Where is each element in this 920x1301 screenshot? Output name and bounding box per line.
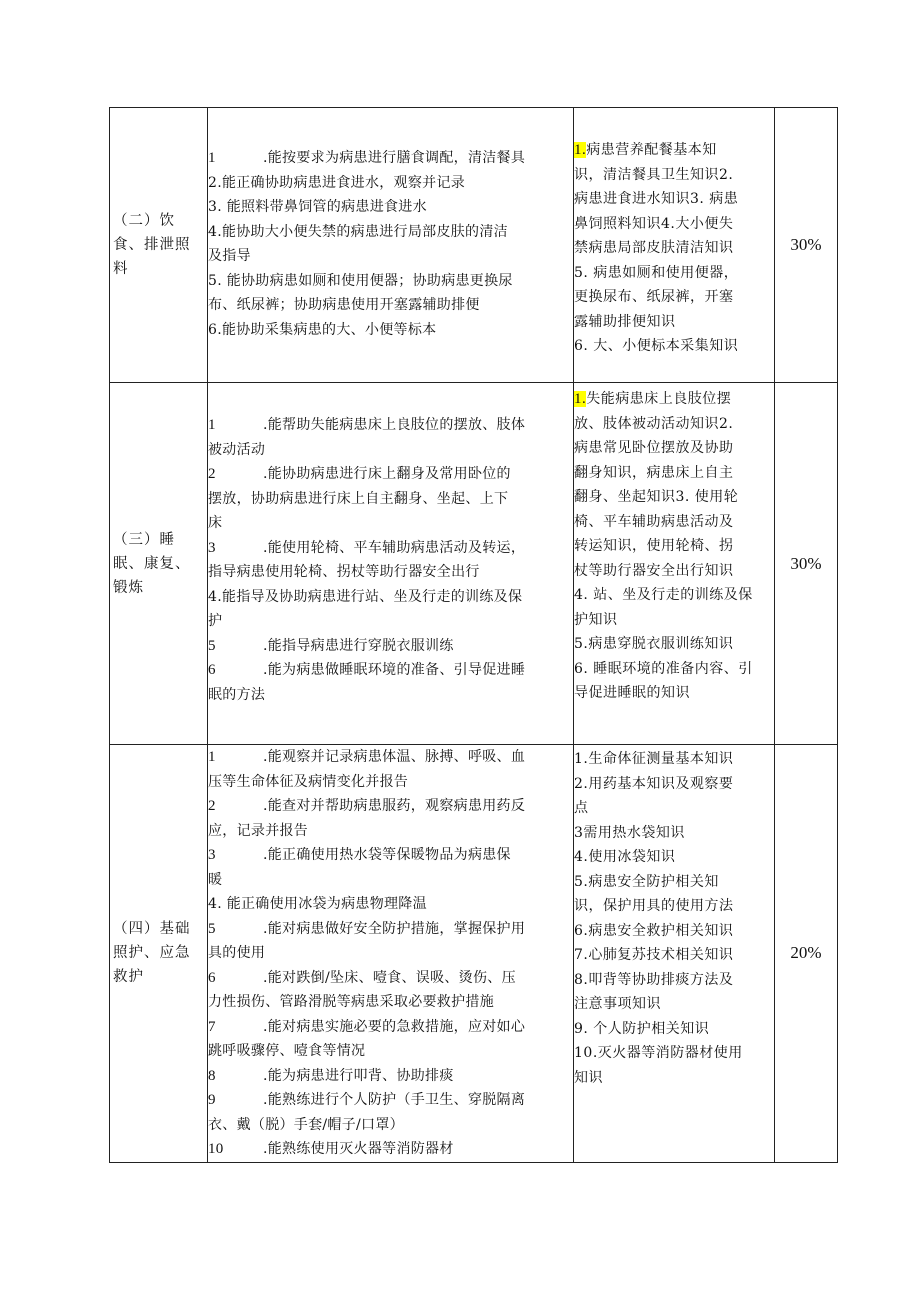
knowledge-text: 5.病患穿脱衣服训练知识 [574, 636, 734, 652]
knowledge-line [574, 310, 774, 335]
knowledge-line [574, 236, 774, 261]
skill-text: .能熟练使用灭火器等消防器材 [263, 1141, 454, 1157]
skill-text: 及指导 [208, 248, 251, 264]
skill-number: 8 [208, 1067, 216, 1084]
skill-line [208, 220, 573, 245]
weight-percent: 30% [775, 108, 838, 383]
knowledge-text: 6. 睡眠环境的准备内容、引 [574, 660, 753, 677]
knowledge-text: 转运知识，使用轮椅、拐 [574, 538, 734, 554]
knowledge-text: 杖等助行器安全出行知识 [574, 562, 734, 579]
table-row [110, 108, 838, 383]
skill-text: 暖 [208, 871, 223, 888]
category-line: （四）基础 [113, 921, 191, 938]
skill-text: .能按要求为病患进行膳食调配，清洁餐具 [263, 150, 526, 166]
skill-text: .能为病患做睡眠环境的准备、引导促进睡 [263, 662, 526, 678]
knowledge-line [574, 187, 774, 212]
skill-line [208, 487, 573, 512]
skill-text: .能指导病患进行穿脱衣服训练 [263, 637, 454, 654]
knowledge-cell [574, 383, 775, 745]
skill-number: 1 [208, 150, 216, 166]
knowledge-text: 病患进食进水知识3. 病患 [574, 191, 739, 207]
skill-line [208, 990, 573, 1015]
category-line: 锻炼 [113, 579, 144, 596]
knowledge-text: 病患营养配餐基本知 [586, 142, 717, 158]
knowledge-line [574, 436, 774, 461]
table-row [110, 745, 838, 1163]
knowledge-text: 注意事项知识 [574, 996, 661, 1012]
knowledge-line [574, 412, 774, 437]
skill-line [208, 1137, 573, 1162]
knowledge-text: 椅、平车辅助病患活动及 [574, 513, 734, 530]
table-row [110, 383, 838, 745]
knowledge-text: 护知识 [574, 611, 618, 628]
category-cell [110, 383, 208, 745]
skill-line [208, 794, 573, 819]
skill-line [208, 1039, 573, 1064]
knowledge-text: 导促进睡眠的知识 [574, 685, 690, 701]
skill-line [208, 1064, 573, 1089]
skill-text: 4.能协助大小便失禁的病患进行局部皮肤的清洁 [208, 223, 508, 240]
table-body [110, 108, 838, 1163]
knowledge-text: 9. 个人防护相关知识 [574, 1020, 710, 1037]
skill-text: .能使用轮椅、平车辅助病患活动及转运， [263, 539, 526, 556]
skill-line [208, 1088, 573, 1113]
knowledge-line [574, 387, 774, 412]
skill-line [208, 609, 573, 634]
skill-text: 眠的方法 [208, 686, 266, 703]
skill-line [208, 244, 573, 269]
skill-line [208, 585, 573, 610]
knowledge-text: 4.使用冰袋知识 [574, 849, 676, 865]
knowledge-line [574, 894, 774, 919]
skill-text: 3. 能照料带鼻饲管的病患进食进水 [208, 199, 427, 215]
category-line: 照护、应急 [113, 945, 191, 962]
knowledge-text: 2.用药基本知识及观察要 [574, 775, 734, 792]
skill-text: 力性损伤、管路滑脱等病患采取必要救护措施 [208, 994, 494, 1010]
skill-text: 指导病患使用轮椅、拐杖等助行器安全出行 [208, 564, 480, 580]
category-cell [110, 108, 208, 383]
skill-line [208, 511, 573, 536]
competency-table [109, 107, 838, 1163]
skill-text: 4.能指导及协助病患进行站、坐及行走的训练及保 [208, 588, 523, 605]
knowledge-line [574, 1041, 774, 1066]
knowledge-text: 放、肢体被动活动知识2. [574, 415, 734, 432]
skill-text: .能对病患实施必要的急救措施，应对如心 [263, 1018, 526, 1035]
skill-text: 4. 能正确使用冰袋为病患物理降温 [208, 896, 427, 912]
knowledge-line [574, 968, 774, 993]
knowledge-line [574, 261, 774, 286]
knowledge-text: 病患常见卧位摆放及协助 [574, 440, 734, 456]
knowledge-line [574, 1017, 774, 1042]
knowledge-text: 3需用热水袋知识 [574, 824, 685, 841]
knowledge-line [574, 583, 774, 608]
knowledge-line [574, 992, 774, 1017]
skill-text: .能为病患进行叩背、协助排痰 [263, 1067, 454, 1084]
skill-text: 衣、戴（脱）手套/帽子/口罩） [208, 1116, 404, 1133]
skill-line [208, 770, 573, 795]
skills-cell [208, 745, 574, 1163]
weight-percent: 20% [775, 745, 838, 1163]
category-line: 食、排泄照 [113, 237, 191, 253]
knowledge-text: 识，保护用具的使用方法 [574, 898, 734, 914]
skill-line [208, 560, 573, 585]
knowledge-line [574, 796, 774, 821]
skill-number: 1 [208, 417, 216, 433]
skill-text: .能查对并帮助病患服药，观察病患用药反 [263, 798, 526, 814]
skill-text: 应，记录并报告 [208, 822, 309, 839]
skill-text: 5. 能协助病患如厕和使用便器；协助病患更换尿 [208, 272, 513, 289]
skill-line [208, 892, 573, 917]
skill-number: 2 [208, 798, 216, 814]
knowledge-line [574, 681, 774, 706]
knowledge-line [574, 747, 774, 772]
skill-text: 6.能协助采集病患的大、小便等标本 [208, 321, 437, 338]
skill-text: 护 [208, 613, 223, 629]
knowledge-text: 知识 [574, 1069, 603, 1086]
skill-line [208, 634, 573, 659]
knowledge-text: 识，清洁餐具卫生知识2. [574, 166, 734, 183]
skill-line [208, 269, 573, 294]
knowledge-text: 翻身、坐起知识3. 使用轮 [574, 489, 739, 505]
skill-line [208, 413, 573, 438]
skill-line [208, 683, 573, 708]
knowledge-line [574, 534, 774, 559]
skill-line [208, 171, 573, 196]
highlighted-number: 1. [574, 391, 587, 407]
skill-text: 布、纸尿裤；协助病患使用开塞露辅助排便 [208, 297, 480, 313]
skill-number: 6 [208, 969, 216, 986]
knowledge-line [574, 334, 774, 359]
skill-line [208, 438, 573, 463]
skill-line [208, 658, 573, 683]
skill-number: 6 [208, 662, 216, 678]
skill-text: 2.能正确协助病患进食进水，观察并记录 [208, 174, 466, 191]
knowledge-line [574, 1066, 774, 1091]
skill-text: .能对病患做好安全防护措施，掌握保护用 [263, 920, 526, 937]
skill-line [208, 745, 573, 770]
knowledge-line [574, 461, 774, 486]
skill-text: .能正确使用热水袋等保暖物品为病患保 [263, 847, 511, 863]
knowledge-line [574, 943, 774, 968]
highlighted-number: 1. [574, 142, 587, 158]
skill-line [208, 941, 573, 966]
category-line: 料 [113, 261, 129, 277]
skill-line [208, 1015, 573, 1040]
skill-text: 床 [208, 515, 223, 531]
skill-text: .能观察并记录病患体温、脉搏、呼吸、血 [263, 749, 526, 765]
knowledge-text: 6. 大、小便标本采集知识 [574, 338, 739, 354]
knowledge-line [574, 163, 774, 188]
knowledge-text: 6.病患安全救护相关知识 [574, 922, 734, 939]
skill-number: 9 [208, 1092, 216, 1108]
skill-number: 1 [208, 749, 216, 765]
knowledge-line [574, 285, 774, 310]
skill-number: 5 [208, 637, 216, 654]
skill-line [208, 868, 573, 893]
skill-line [208, 966, 573, 991]
skill-text: 摆放，协助病患进行床上自主翻身、坐起、上下 [208, 490, 509, 507]
skill-line [208, 195, 573, 220]
knowledge-text: 5. 病患如厕和使用便器， [574, 264, 739, 281]
skills-cell [208, 383, 574, 745]
knowledge-cell [574, 745, 775, 1163]
category-line: （三）睡 [113, 531, 175, 548]
skill-text: 跳呼吸骤停、噎食等情况 [208, 1043, 366, 1059]
skill-line [208, 536, 573, 561]
skill-text: .能对跌倒/坠床、噎食、误吸、烫伤、压 [263, 969, 516, 986]
knowledge-text: 更换尿布、纸尿裤，开塞 [574, 289, 734, 305]
knowledge-line [574, 919, 774, 944]
knowledge-line [574, 485, 774, 510]
knowledge-line [574, 845, 774, 870]
skill-number: 5 [208, 920, 216, 937]
skill-number: 3 [208, 847, 216, 863]
knowledge-text: 禁病患局部皮肤清洁知识 [574, 240, 734, 256]
knowledge-line [574, 772, 774, 797]
knowledge-cell [574, 108, 775, 383]
knowledge-text: 1.生命体征测量基本知识 [574, 751, 734, 767]
knowledge-line [574, 559, 774, 584]
knowledge-text: 5.病患安全防护相关知 [574, 873, 719, 890]
weight-percent: 30% [775, 383, 838, 745]
skill-line [208, 293, 573, 318]
knowledge-text: 翻身知识，病患床上自主 [574, 464, 734, 481]
knowledge-line [574, 608, 774, 633]
knowledge-line [574, 657, 774, 682]
skill-line [208, 146, 573, 171]
skill-line [208, 843, 573, 868]
category-line: 救护 [113, 969, 144, 986]
skills-cell [208, 108, 574, 383]
knowledge-text: 露辅助排便知识 [574, 313, 676, 330]
skill-line [208, 318, 573, 343]
knowledge-text: 7.心肺复苏技术相关知识 [574, 947, 734, 963]
category-line: （二）饮 [113, 213, 175, 229]
knowledge-line [574, 632, 774, 657]
knowledge-text: 10.灭火器等消防器材使用 [574, 1045, 743, 1061]
skill-text: .能协助病患进行床上翻身及常用卧位的 [263, 466, 511, 482]
knowledge-text: 8.叩背等协助排痰方法及 [574, 971, 734, 988]
knowledge-line [574, 510, 774, 535]
skill-line [208, 819, 573, 844]
skill-number: 7 [208, 1018, 216, 1035]
category-line: 眠、康复、 [113, 555, 191, 572]
skill-line [208, 1113, 573, 1138]
knowledge-text: 4. 站、坐及行走的训练及保 [574, 587, 753, 603]
knowledge-line [574, 870, 774, 895]
skill-text: 被动活动 [208, 441, 266, 458]
skill-number: 2 [208, 466, 216, 482]
skill-text: 压等生命体征及病情变化并报告 [208, 773, 409, 790]
skill-text: .能帮助失能病患床上良肢位的摆放、肢体 [263, 417, 526, 433]
knowledge-text: 失能病患床上良肢位摆 [586, 391, 732, 407]
skill-number: 3 [208, 539, 216, 556]
knowledge-text: 点 [574, 800, 589, 816]
skill-text: .能熟练进行个人防护（手卫生、穿脱隔离 [263, 1092, 526, 1108]
category-cell [110, 745, 208, 1163]
knowledge-line [574, 212, 774, 237]
knowledge-line [574, 138, 774, 163]
skill-line [208, 917, 573, 942]
skill-line [208, 462, 573, 487]
knowledge-text: 鼻饲照料知识4.大小便失 [574, 215, 734, 232]
skill-text: 具的使用 [208, 945, 266, 961]
knowledge-line [574, 821, 774, 846]
skill-number: 10 [208, 1141, 224, 1157]
